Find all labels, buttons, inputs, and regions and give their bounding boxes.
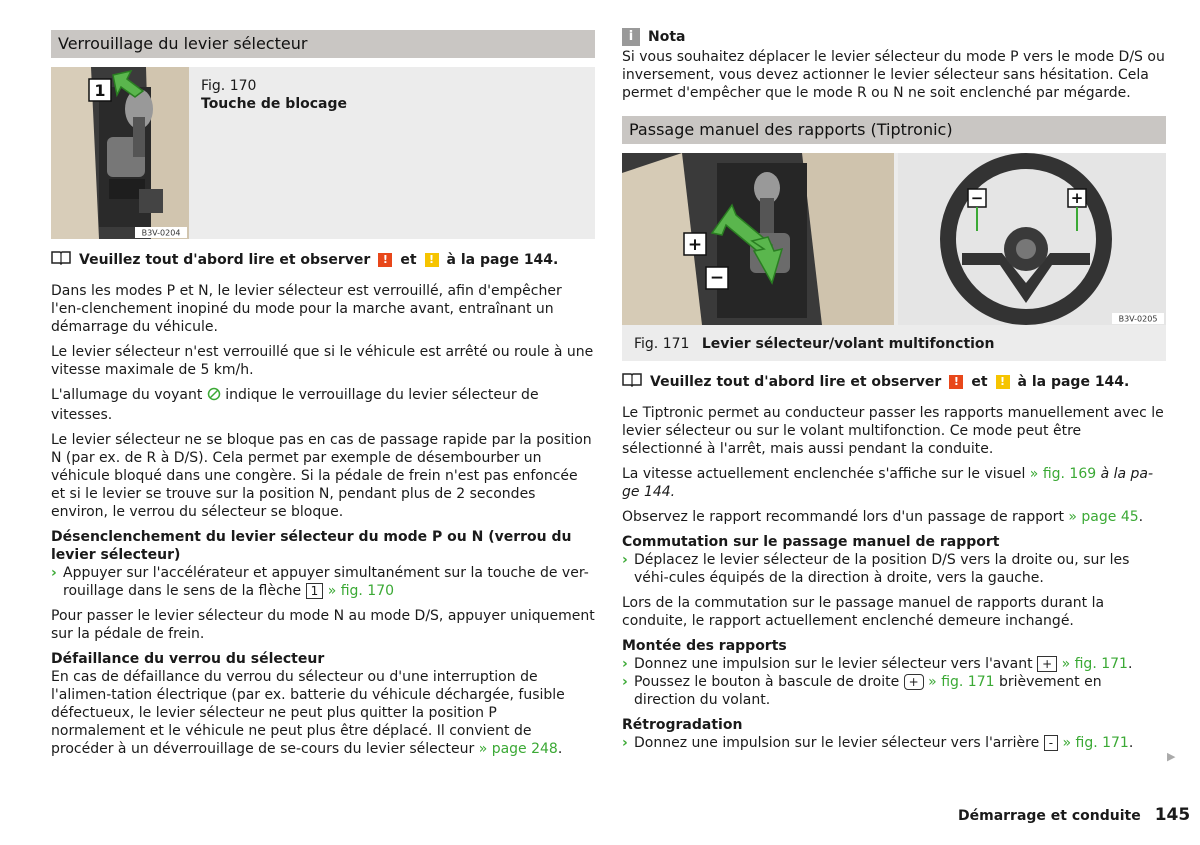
bullet-upshift-lever: › Donnez une impulsion sur le levier sélecteur vers l'avant + » fig. 171. [622,656,1133,672]
bullet-arrow-icon: › [622,656,628,672]
figure-171 [622,153,1166,361]
paragraph-tiptronic-intro: Le Tiptronic permet au conducteur passer les rapports manuellement avec le levier sélecteur ou sur le volant multifonction. Ce mode peut être sélectionné à l'arrêt, mais aussi pendant la conduite. [622,405,1164,457]
figure-170 [51,67,595,239]
figure-170-callout: 1 [94,81,106,100]
figure-170-caption [189,67,359,239]
bullet-arrow-icon: › [622,735,628,751]
nota-text: Si vous souhaitez déplacer le levier sélecteur du mode P vers le mode D/S ou inversement, vous devez actionner le levier sélecteur sans hésitation. Cela permet d'empêcher que le mode R ou N ne soit enclenché par mégarde. [622,49,1165,101]
figure-170-title: Touche de blocage [201,96,348,112]
bullet-downshift-lever: › Donnez une impulsion sur le levier sélecteur vers l'arrière - » fig. 171. [622,735,1134,751]
left-column [51,0,595,765]
svg-text:−: − [709,268,725,288]
nota-heading [622,28,1166,46]
bullet-arrow-icon: › [622,552,628,568]
paragraph-recommended-gear: Observez le rapport recommandé lors d'un passage de rapport » page 45. [622,509,1144,525]
link-fig-171[interactable]: » fig. 171 [928,674,995,690]
book-icon [622,371,642,392]
subheading-unlock: Désenclenchement du levier sélecteur du mode P ou N (verrou du levier sélecteur) [51,529,572,563]
warning-red-icon: ! [949,375,963,389]
svg-text:+: + [687,235,703,255]
figure-170-code: B3V-0204 [141,228,181,238]
section-heading-tiptronic: Passage manuel des rapports (Tiptronic) [622,116,1166,144]
footer-section: Démarrage et conduite [958,808,1141,824]
subheading-switch-manual: Commutation sur le passage manuel de rapport [622,534,1000,550]
read-notice-and: et [400,251,417,268]
info-icon: i [622,28,640,46]
paragraph-switch-during-drive: Lors de la commutation sur le passage manuel de rapports durant la conduite, le rapport actuellement enclenché demeure inchangé. [622,595,1105,629]
link-fig-169[interactable]: » fig. 169 [1029,466,1097,482]
bullet-arrow-icon: › [622,674,628,690]
figure-170-number: Fig. 170 [201,78,257,94]
link-page-248[interactable]: » page 248 [478,741,558,757]
warning-red-icon: ! [378,253,392,267]
paragraph-lock-speed: Le levier sélecteur n'est verrouillé que si le véhicule est arrêté ou roule à une vitesse maximale de 5 km/h. [51,344,594,378]
bullet-upshift-paddle: › Poussez le bouton à bascule de droite + » fig. 171 brièvement en direction du volant. [622,674,1102,708]
read-notice-page: à la page 144. [446,251,559,268]
svg-text:−: − [970,189,984,207]
link-fig-170[interactable]: » fig. 170 [327,583,395,599]
page-footer [958,805,1190,825]
subheading-downshift: Rétrogradation [622,717,743,733]
paragraph-gear-display: La vitesse actuellement enclenchée s'affiche sur le visuel » fig. 169 à la pa-ge 144. [622,466,1154,500]
subheading-lock-failure: Défaillance du verrou du sélecteur [51,651,325,667]
figure-170-image [51,67,189,239]
paragraph-modes-p-n: Dans les modes P et N, le levier sélecteur est verrouillé, afin d'empêcher l'en-clenchement inopiné du mode pour la marche avant, entraînant un démarrage du véhicule. [51,283,562,335]
paragraph-quick-pass-n: Le levier sélecteur ne se bloque pas en cas de passage rapide par la position N (par ex. de R à D/S). Cela permet par exemple de désembourber un véhicule bloqué dans une congère. Si la pédale de frein n'est pas enfoncée et si le levier se trouve sur la position N, pendant plus de 2 secondes environ, le verrou du sélecteur se bloque. [51,432,592,520]
warning-yellow-icon: ! [996,375,1010,389]
right-column [622,0,1166,759]
figure-171-number: Fig. 171 [634,336,690,352]
figure-171-code: B3V-0205 [1118,314,1158,324]
bullet-switch-manual: › Déplacez le levier sélecteur de la position D/S vers la droite ou, sur les véhi-cules équipés de la direction à droite, vers la gauche. [622,552,1130,586]
figure-171-caption [622,325,1166,361]
bullet-arrow-icon: › [51,565,57,581]
figure-171-image [622,153,1166,325]
read-notice-left [51,249,595,270]
paragraph-lock-light: L'allumage du voyant indique le verrouillage du levier sélecteur de vitesses. [51,387,539,423]
paragraph-n-to-ds: Pour passer le levier sélecteur du mode N au mode D/S, appuyer uniquement sur la pédale de frein. [51,608,595,642]
section-heading-lock: Verrouillage du levier sélecteur [51,30,595,58]
nota-title: Nota [648,29,686,45]
continue-arrow-icon: ▶ [1167,750,1176,763]
svg-text:+: + [1070,189,1084,207]
link-fig-171[interactable]: » fig. 171 [1062,735,1129,751]
callout-box-1: 1 [306,583,324,599]
read-notice-prefix: Veuillez tout d'abord lire et observer [79,251,371,268]
read-notice-right: Veuillez tout d'abord lire et observer ! et ! à la page 144. [622,371,1166,392]
link-page-45[interactable]: » page 45 [1068,509,1139,525]
paragraph-lock-failure: En cas de défaillance du verrou du sélecteur ou d'une interruption de l'alimen-tation électrique (par ex. batterie du véhicule déchargée, fusible défectueux, le levier sélecteur ne peut plus quitter la position P normalement et le véhicule ne peut plus être déplacé. Il convient de procéder à un déverrouillage de se-cours du levier sélecteur » page 248. [51,669,565,757]
book-icon [51,249,71,270]
link-fig-171[interactable]: » fig. 171 [1061,656,1128,672]
warning-yellow-icon: ! [425,253,439,267]
selector-lock-light-icon [207,387,221,406]
subheading-upshift: Montée des rapports [622,638,787,654]
figure-171-title: Levier sélecteur/volant multifonction [701,336,995,352]
page-number: 145 [1154,805,1191,825]
bullet-unlock: › Appuyer sur l'accélérateur et appuyer simultanément sur la touche de ver-rouillage dans le sens de la flèche 1 » fig. 170 [51,565,589,599]
